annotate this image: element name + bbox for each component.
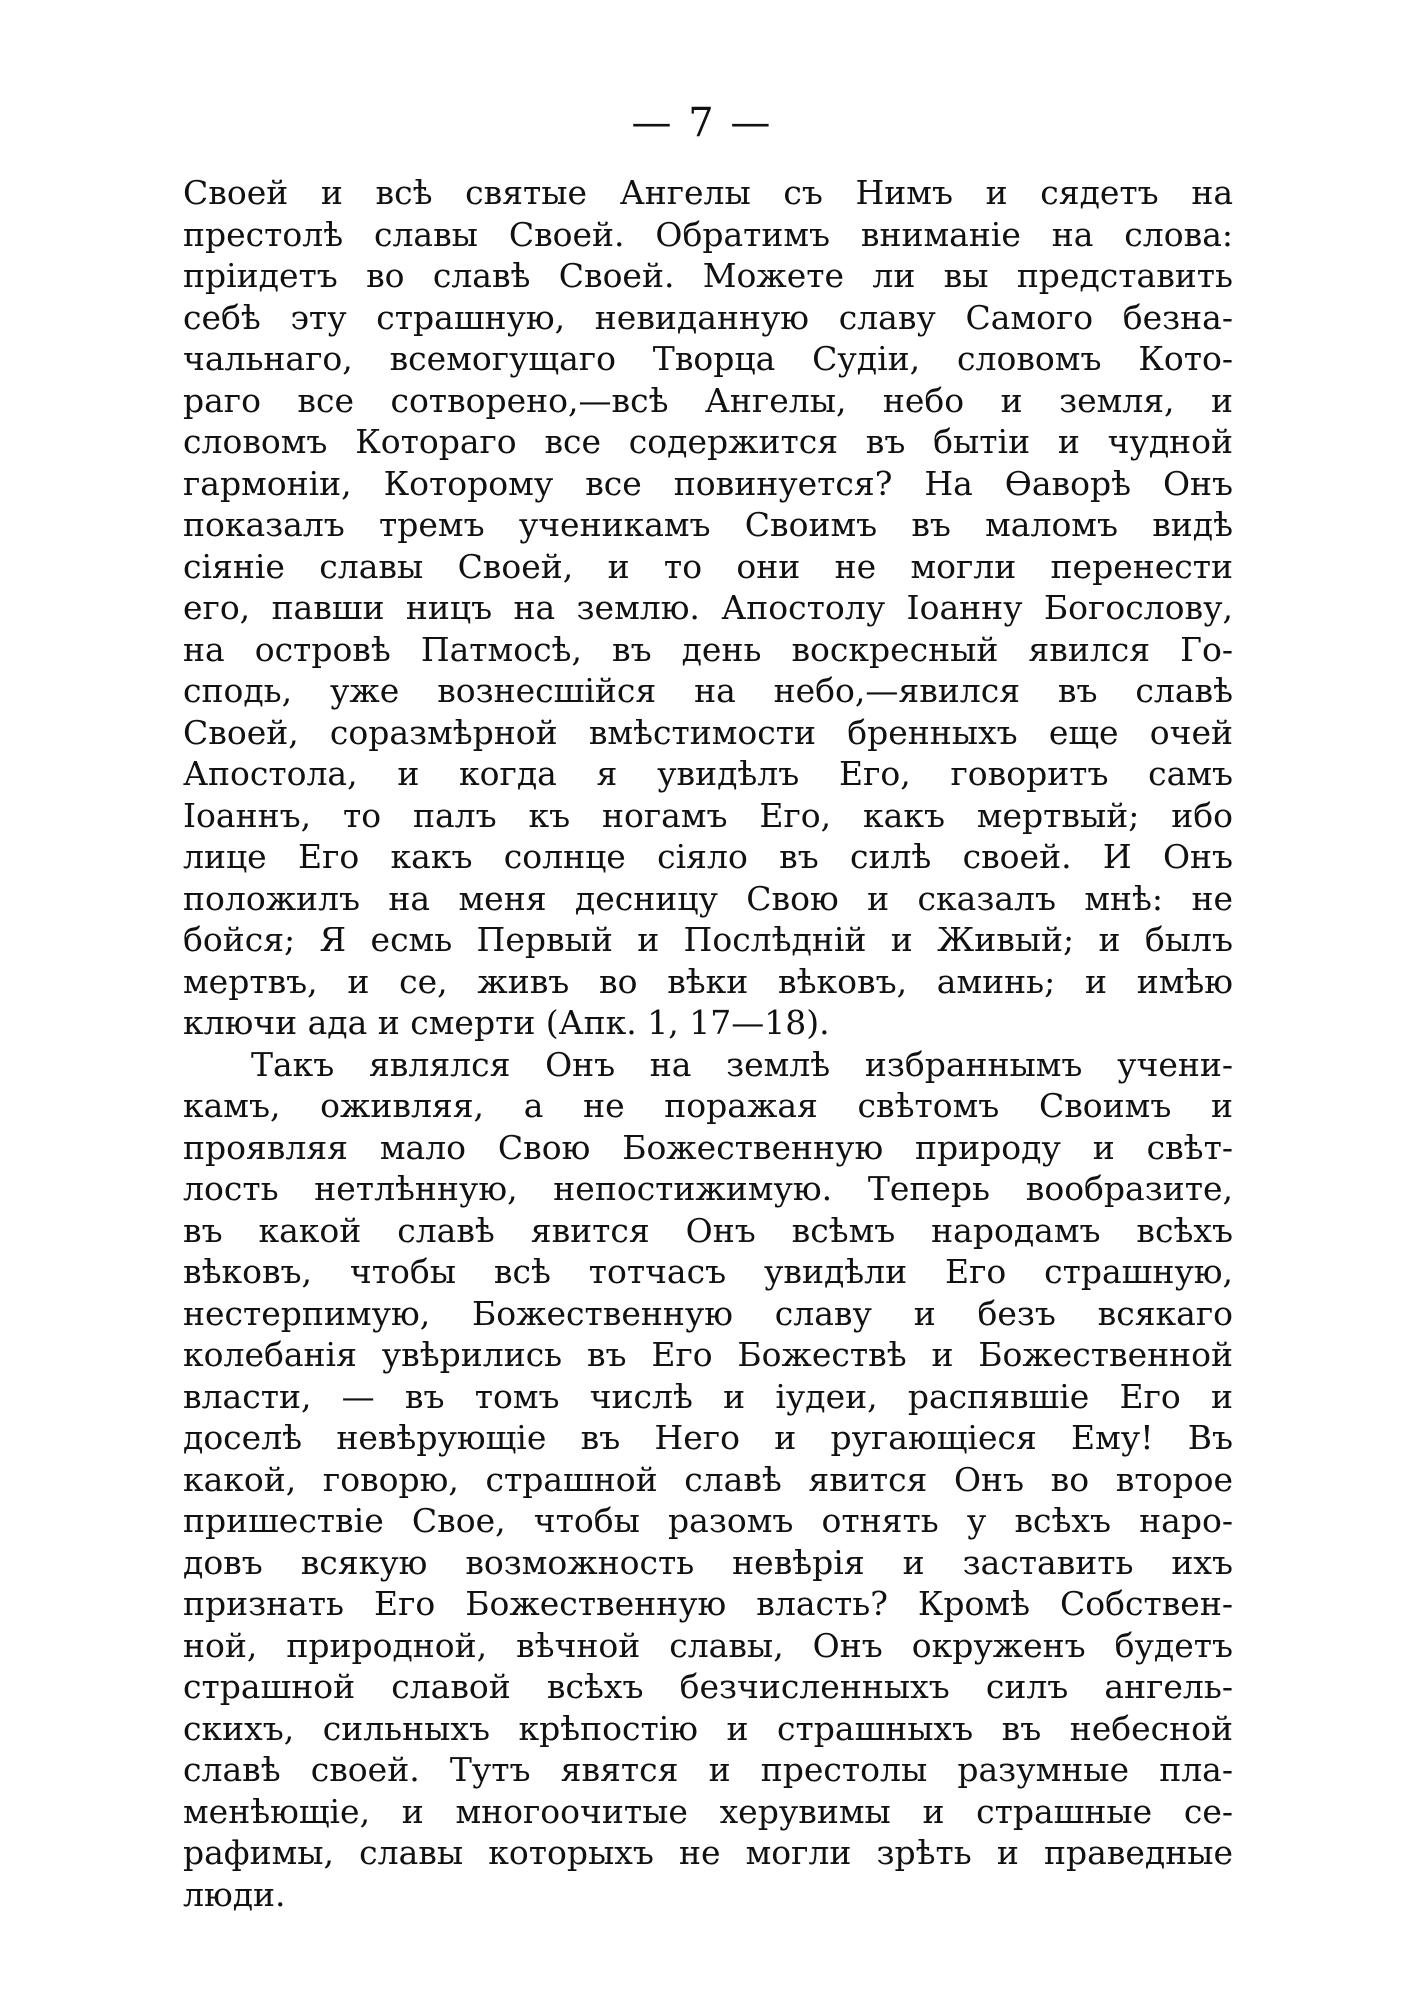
text-line: ключи ада и смерти (Апк. 1, 17—18). <box>183 1003 830 1042</box>
text-line: пріидетъ во славѣ Своей. Можете ли вы представить <box>183 256 1233 295</box>
text-line: камъ, оживляя, а не поражая свѣтомъ Своимъ и <box>183 1086 1233 1125</box>
text-line: какой, говорю, страшной славѣ явится Онъ во второе <box>183 1459 1233 1499</box>
text-line: Іоаннъ, то палъ къ ногамъ Его, какъ мертвый; ибо <box>183 795 1233 835</box>
text-line: скихъ, сильныхъ крѣпостію и страшныхъ въ небесной <box>183 1708 1233 1748</box>
text-line: раго все сотворено,—всѣ Ангелы, небо и земля, и <box>183 380 1233 420</box>
text-line: колебанія увѣрились въ Его Божествѣ и Божественной <box>183 1335 1233 1374</box>
text-line: гармоніи, Которому все повинуется? На Ѳаворѣ Онъ <box>183 463 1233 503</box>
text-line: рафимы, славы которыхъ не могли зрѣть и праведные <box>183 1833 1233 1872</box>
text-line: славѣ своей. Тутъ явятся и престолы разумные пла- <box>183 1750 1233 1789</box>
text-line: люди. <box>183 1874 286 1914</box>
text-line: лость нетлѣнную, непостижимую. Теперь вообразите, <box>183 1169 1233 1208</box>
text-line: себѣ эту страшную, невиданную славу Самого безна- <box>183 297 1233 337</box>
body-text <box>183 172 1233 1915</box>
text-line: Своей и всѣ святые Ангелы съ Нимъ и сядетъ на <box>183 173 1233 212</box>
text-line: чальнаго, всемогущаго Творца Судіи, словомъ Кото- <box>183 339 1233 378</box>
text-line: лице Его какъ солнце сіяло въ силѣ своей. И Онъ <box>183 837 1233 876</box>
page-number: — 7 — <box>631 100 773 146</box>
text-line: престолѣ славы Своей. Обратимъ вниманіе на слова: <box>183 214 1233 254</box>
text-line: словомъ Котораго все содержится въ бытіи и чудной <box>183 422 1233 461</box>
text-line: Своей, соразмѣрной вмѣстимости бренныхъ еще очей <box>183 712 1233 752</box>
text-line: Такъ являлся Онъ на землѣ избраннымъ учени- <box>251 1044 1233 1084</box>
text-line: вѣковъ, чтобы всѣ тотчасъ увидѣли Его страшную, <box>183 1252 1233 1291</box>
text-line: признать Его Божественную власть? Кромѣ Собствен- <box>183 1584 1233 1623</box>
text-line: на островѣ Патмосѣ, въ день воскресный явился Го- <box>183 629 1233 669</box>
text-line: менѣющіе, и многоочитые херувимы и страшные се- <box>183 1791 1233 1831</box>
text-line: въ какой славѣ явится Онъ всѣмъ народамъ всѣхъ <box>183 1210 1233 1250</box>
text-line: нестерпимую, Божественную славу и безъ всякаго <box>183 1293 1233 1333</box>
text-line: мертвъ, и се, живъ во вѣки вѣковъ, аминь; и имѣю <box>183 961 1233 1001</box>
text-line: пришествіе Свое, чтобы разомъ отнять у всѣхъ наро- <box>183 1501 1233 1540</box>
text-line: проявляя мало Свою Божественную природу и свѣт- <box>183 1127 1233 1167</box>
text-line: Апостола, и когда я увидѣлъ Его, говоритъ самъ <box>183 754 1233 793</box>
text-line: сподь, уже вознесшійся на небо,—явился въ славѣ <box>183 671 1233 710</box>
text-line: страшной славой всѣхъ безчисленныхъ силъ ангель- <box>183 1667 1233 1706</box>
text-line: довъ всякую возможность невѣрія и заставить ихъ <box>183 1542 1233 1582</box>
text-line: сіяніе славы Своей, и то они не могли перенести <box>183 546 1233 586</box>
text-line: власти, — въ томъ числѣ и іудеи, распявшіе Его и <box>183 1376 1233 1416</box>
text-line: бойся; Я есмь Первый и Послѣдній и Живый; и былъ <box>183 920 1233 959</box>
text-line: доселѣ невѣрующіе въ Него и ругающіеся Ему! Въ <box>183 1418 1233 1457</box>
text-line: положилъ на меня десницу Свою и сказалъ мнѣ: не <box>183 878 1233 918</box>
text-line: показалъ тремъ ученикамъ Своимъ въ маломъ видѣ <box>183 505 1233 544</box>
text-line: ной, природной, вѣчной славы, Онъ окруженъ будетъ <box>183 1625 1233 1665</box>
text-line: его, павши ницъ на землю. Апостолу Іоанну Богослову, <box>183 588 1233 627</box>
